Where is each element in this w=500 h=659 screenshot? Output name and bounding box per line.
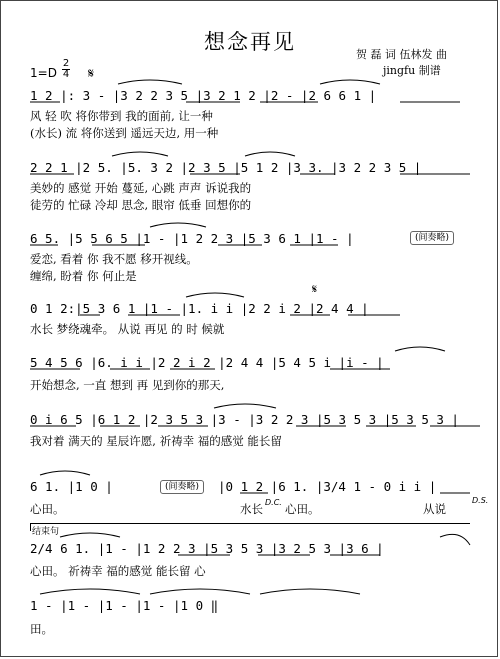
notation-line-3: 6 5. |5 5 6 5 |1 - |1 2 2 3 |5 3 6 1 |1 - | [30, 231, 354, 246]
slur [60, 533, 120, 537]
slur [186, 293, 244, 297]
slur [260, 589, 360, 594]
slur [245, 152, 295, 156]
segno-sign-2: 𝄋 [312, 282, 318, 296]
slur [40, 471, 90, 475]
lyrics-line-3a: 爱恋, 看着 你 我不愿 移开视线。 [30, 252, 198, 266]
meter-top: 2 [62, 58, 70, 69]
ending-label: 结束句 [32, 527, 60, 537]
composer-credit: 贺 磊 词 伍林发 曲 [356, 48, 447, 61]
notation-line-2: 2 2 1 |2 5. |5. 3 2 |2 3 5 |5 1 2 |3 3. |3 2 2 3 5 | [30, 160, 422, 175]
notation-line-7b: |0 1 2 |6 1. |3/4 1 - 0 i i | [218, 479, 437, 494]
slur [150, 223, 206, 227]
dc-marking: D.C. [265, 498, 282, 507]
slur [118, 80, 182, 84]
slur [320, 80, 380, 84]
transcriber-credit: jingfu 制谱 [383, 64, 441, 77]
interlude-box-2: (间奏略) [160, 480, 204, 494]
lyrics-line-9: 田。 [30, 622, 53, 636]
lyrics-line-7c: 心田。 [285, 502, 320, 516]
slur [395, 347, 445, 351]
lyrics-line-7d: 从说 [423, 502, 446, 516]
ds-marking: D.S. [472, 496, 489, 505]
notation-line-1: 1 2 |: 3 - |3 2 2 3 5 |3 2 1 2 |2 - |2 6 6 1 | [30, 88, 377, 103]
notation-line-8: 2/4 6 1. |1 - |1 2 2 3 |5 3 5 3 |3 2 5 3 |3 6 | [30, 541, 384, 556]
lyrics-line-6: 我对着 满天的 星辰许愿, 祈祷幸 福的感觉 能长留 [30, 434, 282, 448]
lyrics-line-1b: (水长) 流 将你送到 遥远天边, 用一种 [30, 126, 219, 140]
notation-line-5: 5 4 5 6 |6. i i |2 2 i 2 |2 4 4 |5 4 5 i |i - | [30, 355, 384, 370]
song-title: 想念再见 [204, 30, 296, 54]
lyrics-line-7b: 水长 [240, 502, 263, 516]
lyrics-line-3b: 缠绵, 盼着 你 何止是 [30, 269, 137, 283]
slur [214, 404, 276, 408]
slur [150, 589, 250, 594]
slur [112, 152, 168, 156]
notation-line-6: 0 i 6 5 |6 1 2 |2 3 5 3 |3 - |3 2 2 3 |5 3 5 3 |5 3 5 3 | [30, 412, 459, 427]
lyrics-line-8: 心田。 祈祷幸 福的感觉 能长留 心 [30, 564, 206, 578]
notation-line-4: 0 1 2:|5 3 6 1 |1 - |1. i i |2 2 i 2 |2 4 4 | [30, 301, 369, 316]
key-signature: 1=D [30, 66, 57, 80]
segno-sign: 𝄋 [88, 66, 95, 82]
meter-bottom: 4 [62, 69, 70, 80]
notation-line-7a: 6 1. |1 0 | [30, 479, 113, 494]
lyrics-line-2a: 美妙的 感觉 开始 蔓延, 心跳 声声 诉说我的 [30, 181, 252, 195]
slur [40, 589, 140, 594]
interlude-box-1: (间奏略) [410, 231, 454, 245]
notation-line-9: 1 - |1 - |1 - |1 - |1 0 ‖ [30, 598, 219, 613]
lyrics-line-7a: 心田。 [30, 502, 65, 516]
lyrics-line-2b: 徒劳的 忙碌 冷却 思念, 眼帘 低垂 回想你的 [30, 198, 252, 212]
lyrics-line-5: 开始想念, 一直 想到 再 见到你的那天, [30, 378, 225, 392]
lyrics-line-4: 水长 梦绕魂牵。 从说 再见 的 时 候就 [30, 322, 225, 336]
lyrics-line-1a: 风 轻 吹 将你带到 我的面前, 让一种 [30, 109, 213, 123]
slur [440, 534, 470, 545]
